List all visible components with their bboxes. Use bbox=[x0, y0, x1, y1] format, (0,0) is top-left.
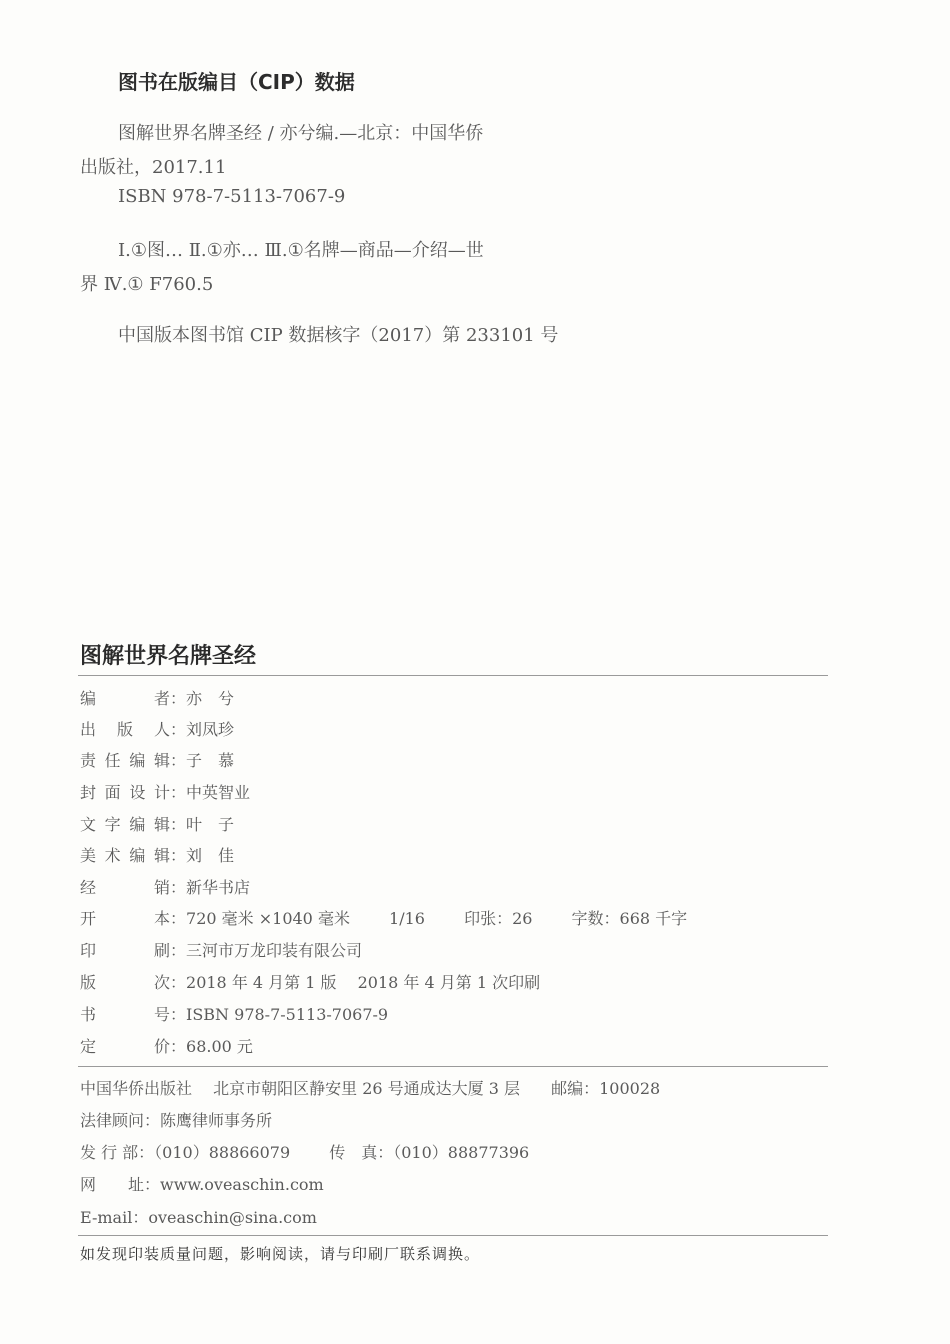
divider-bottom bbox=[78, 1235, 828, 1236]
detail-row-price: 定 价：68.00 元 bbox=[80, 1034, 253, 1057]
cip-isbn: ISBN 978-7-5113-7067-9 bbox=[118, 186, 346, 207]
detail-row-isbn: 书 号：ISBN 978-7-5113-7067-9 bbox=[80, 1002, 388, 1025]
detail-row-editor: 编 者：亦 兮 bbox=[80, 686, 234, 709]
detail-label: 美术编辑 bbox=[80, 846, 170, 865]
detail-value: 刘 佳 bbox=[186, 846, 235, 865]
detail-label: 定 价 bbox=[80, 1037, 170, 1056]
detail-label: 责任编辑 bbox=[80, 751, 170, 770]
quality-notice: 如发现印装质量问题，影响阅读，请与印刷厂联系调换。 bbox=[80, 1245, 481, 1263]
detail-value: 三河市万龙印装有限公司 bbox=[186, 941, 363, 960]
detail-value: 68.00 元 bbox=[186, 1037, 253, 1056]
sales-phone: 发 行 部：（010）88866079 bbox=[80, 1143, 291, 1162]
detail-row-format: 开 本：720 毫米 ×1040 毫米 1/16 印张：26 字数：668 千字 bbox=[80, 906, 687, 929]
format-word-count: 字数：668 千字 bbox=[571, 909, 688, 928]
book-title: 图解世界名牌圣经 bbox=[80, 644, 257, 669]
detail-label: 开 本 bbox=[80, 909, 170, 928]
detail-row-publisher-person: 出 版 人：刘凤珍 bbox=[80, 717, 234, 740]
detail-value: 刘凤珍 bbox=[186, 720, 235, 739]
detail-label: 封面设计 bbox=[80, 783, 170, 802]
detail-label: 书 号 bbox=[80, 1005, 170, 1024]
email: E-mail：oveaschin@sina.com bbox=[80, 1208, 317, 1227]
detail-row-responsible-editor: 责任编辑：子 慕 bbox=[80, 748, 234, 771]
detail-value: 2018 年 4 月第 1 版 bbox=[186, 973, 337, 992]
detail-row-text-editor: 文字编辑：叶 子 bbox=[80, 812, 234, 835]
detail-label: 版 次 bbox=[80, 973, 170, 992]
detail-value: 子 慕 bbox=[186, 751, 235, 770]
cip-line-2: 出版社，2017.11 bbox=[80, 157, 227, 178]
detail-label: 出 版 人 bbox=[80, 720, 170, 739]
detail-label: 编 者 bbox=[80, 689, 170, 708]
publisher-address-row bbox=[80, 1076, 660, 1099]
detail-label: 文字编辑 bbox=[80, 815, 170, 834]
cip-classification-2: 界 Ⅳ.① F760.5 bbox=[80, 274, 214, 295]
detail-row-edition: 版 次：2018 年 4 月第 1 版 2018 年 4 月第 1 次印刷 bbox=[80, 970, 540, 993]
website: 网 址：www.oveaschin.com bbox=[80, 1175, 324, 1194]
detail-row-art-editor: 美术编辑：刘 佳 bbox=[80, 843, 234, 866]
detail-label: 经 销 bbox=[80, 878, 170, 897]
divider-middle bbox=[78, 1066, 828, 1067]
publisher-postcode: 邮编：100028 bbox=[551, 1079, 661, 1098]
cip-line-1: 图解世界名牌圣经 / 亦兮编.—北京：中国华侨 bbox=[118, 123, 484, 144]
format-sheets: 印张：26 bbox=[464, 909, 533, 928]
divider-top bbox=[78, 675, 828, 676]
detail-value: 叶 子 bbox=[186, 815, 235, 834]
detail-value: ISBN 978-7-5113-7067-9 bbox=[186, 1005, 389, 1024]
format-size: 1/16 bbox=[389, 909, 425, 928]
contact-row bbox=[80, 1140, 529, 1163]
fax-number: 传 真：（010）88877396 bbox=[329, 1143, 530, 1162]
cip-classification-1: Ⅰ.①图… Ⅱ.①亦… Ⅲ.①名牌—商品—介绍—世 bbox=[118, 240, 484, 261]
publisher-address: 北京市朝阳区静安里 26 号通成达大厦 3 层 bbox=[213, 1079, 520, 1098]
detail-value: 亦 兮 bbox=[186, 689, 235, 708]
detail-value: 中英智业 bbox=[186, 783, 251, 802]
cip-heading: 图书在版编目（CIP）数据 bbox=[118, 70, 355, 94]
detail-row-cover-design: 封面设计：中英智业 bbox=[80, 780, 250, 803]
detail-value: 720 毫米 ×1040 毫米 bbox=[186, 909, 350, 928]
edition-printing: 2018 年 4 月第 1 次印刷 bbox=[357, 973, 541, 992]
detail-row-distributor: 经 销：新华书店 bbox=[80, 875, 250, 898]
detail-label: 印 刷 bbox=[80, 941, 170, 960]
detail-value: 新华书店 bbox=[186, 878, 251, 897]
detail-row-printer: 印 刷：三河市万龙印装有限公司 bbox=[80, 938, 362, 961]
legal-advisor: 法律顾问：陈鹰律师事务所 bbox=[80, 1111, 273, 1130]
publisher-name: 中国华侨出版社 bbox=[80, 1079, 193, 1098]
cip-record-number: 中国版本图书馆 CIP 数据核字（2017）第 233101 号 bbox=[118, 325, 559, 346]
